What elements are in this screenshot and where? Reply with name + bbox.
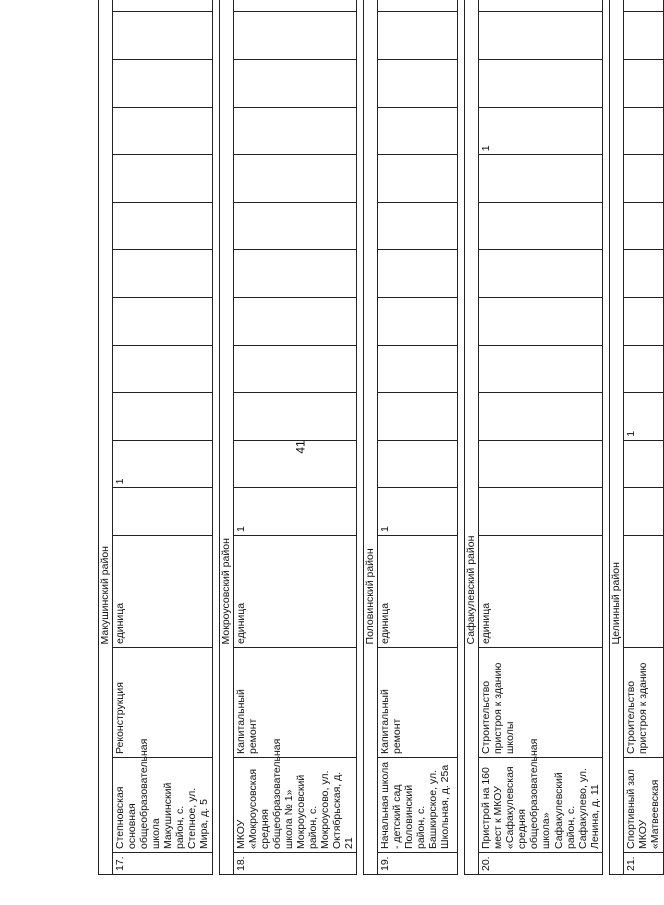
value-cell: [623, 107, 663, 155]
region-row: [465, 0, 479, 875]
region-blank-cell: [465, 647, 479, 874]
value-cell: [623, 488, 663, 536]
separator-cell: [458, 0, 465, 875]
value-cell: [623, 202, 663, 250]
table-row: [113, 0, 213, 875]
row-separator: [458, 0, 465, 875]
value-cell: [479, 155, 603, 203]
region-row: [219, 0, 233, 875]
value-cell: [378, 250, 458, 298]
value-cell: 1: [378, 488, 458, 536]
region-name: Мокроусовский район: [219, 0, 233, 647]
separator-cell: [357, 0, 364, 875]
value-cell: [113, 488, 213, 536]
value-cell: [378, 60, 458, 108]
value-cell: 1: [233, 488, 357, 536]
work-type: Строительство пристроя к зданию: [623, 647, 663, 757]
value-cell: [378, 0, 458, 12]
region-row: [364, 0, 378, 875]
region-blank-cell: [99, 647, 113, 874]
value-cell: [113, 202, 213, 250]
value-cell: [479, 60, 603, 108]
unit-of-measure: единица: [378, 535, 458, 647]
value-cell: [113, 393, 213, 441]
value-cell: [113, 345, 213, 393]
region-name: Макушинский район: [99, 0, 113, 647]
region-row: [99, 0, 113, 875]
value-cell: [623, 298, 663, 346]
value-cell: [113, 155, 213, 203]
value-cell: [479, 250, 603, 298]
region-name: Целинный район: [609, 0, 623, 647]
value-cell: [233, 0, 357, 12]
region-name: Сафакулевский район: [465, 0, 479, 647]
value-cell: [479, 0, 603, 12]
value-cell: [479, 202, 603, 250]
table-sheet: [98, 60, 661, 875]
value-cell: [113, 60, 213, 108]
value-cell: [233, 12, 357, 60]
value-cell: [623, 345, 663, 393]
value-cell: [378, 298, 458, 346]
unit-of-measure: единица: [233, 535, 357, 647]
work-type: Строительство пристроя к зданию школы: [479, 647, 603, 757]
object-name: Пристрой на 160 мест к МКОУ «Сафакулевская средняя общеобразовательная школа» Сафакулевский район, с. Сафакулево, ул. Ленина, д. 11: [479, 758, 603, 853]
region-blank-cell: [219, 647, 233, 874]
value-cell: [378, 155, 458, 203]
value-cell: [623, 155, 663, 203]
region-row: [609, 0, 623, 875]
value-cell: 1: [479, 107, 603, 155]
row-number: 19.: [378, 853, 458, 875]
value-cell: [233, 202, 357, 250]
separator-cell: [602, 0, 609, 875]
work-type: Капитальный ремонт: [233, 647, 357, 757]
value-cell: [479, 345, 603, 393]
value-cell: [233, 60, 357, 108]
value-cell: [113, 250, 213, 298]
unit-of-measure: единица: [479, 535, 603, 647]
value-cell: [378, 107, 458, 155]
value-cell: [233, 107, 357, 155]
value-cell: [623, 440, 663, 488]
work-type: Капитальный ремонт: [378, 647, 458, 757]
value-cell: [378, 440, 458, 488]
value-cell: [479, 12, 603, 60]
value-cell: [479, 440, 603, 488]
row-number: 21.: [623, 853, 663, 875]
value-cell: [233, 440, 357, 488]
table-row: [623, 0, 663, 875]
object-name: Начальная школа - детский сад Половинский район, с. Башкирское, ул. Школьная, д. 25а: [378, 758, 458, 853]
value-cell: [233, 298, 357, 346]
unit-of-measure: единица: [113, 535, 213, 647]
work-type: Реконструкция: [113, 647, 213, 757]
row-separator: [602, 0, 609, 875]
value-cell: [378, 345, 458, 393]
row-number: 20.: [479, 853, 603, 875]
table-row: [479, 0, 603, 875]
value-cell: 1: [113, 440, 213, 488]
value-cell: 1: [623, 393, 663, 441]
capital-works-table: [98, 0, 664, 875]
value-cell: [378, 393, 458, 441]
separator-cell: [212, 0, 219, 875]
rotated-table-container: [98, 60, 661, 875]
value-cell: [113, 12, 213, 60]
region-blank-cell: [364, 647, 378, 874]
value-cell: [113, 298, 213, 346]
unit-of-measure: [623, 535, 663, 647]
object-name: Степновская основная общеобразовательная школа Макушинский район, с. Степное, ул. Мира, д. 5: [113, 758, 213, 853]
value-cell: [113, 107, 213, 155]
value-cell: [233, 345, 357, 393]
value-cell: [623, 250, 663, 298]
object-name: Спортивный зал МКОУ «Матвеевская: [623, 758, 663, 853]
value-cell: [623, 0, 663, 12]
table-row: [378, 0, 458, 875]
region-name: Половинский район: [364, 0, 378, 647]
value-cell: [479, 393, 603, 441]
object-name: МКОУ «Мокроусовская средняя общеобразовательная школа № 1» Мокроусовский район, с. Мокроусово, ул. Октябрьская, д. 21: [233, 758, 357, 853]
region-blank-cell: [609, 647, 623, 874]
value-cell: [233, 250, 357, 298]
value-cell: [233, 155, 357, 203]
value-cell: [378, 12, 458, 60]
page-number: 41: [293, 440, 308, 454]
row-separator: [212, 0, 219, 875]
row-number: 17.: [113, 853, 213, 875]
row-separator: [357, 0, 364, 875]
value-cell: [378, 202, 458, 250]
value-cell: [479, 298, 603, 346]
value-cell: [623, 60, 663, 108]
row-number: 18.: [233, 853, 357, 875]
value-cell: [233, 393, 357, 441]
table-row: [233, 0, 357, 875]
value-cell: [479, 488, 603, 536]
value-cell: [113, 0, 213, 12]
value-cell: [623, 12, 663, 60]
